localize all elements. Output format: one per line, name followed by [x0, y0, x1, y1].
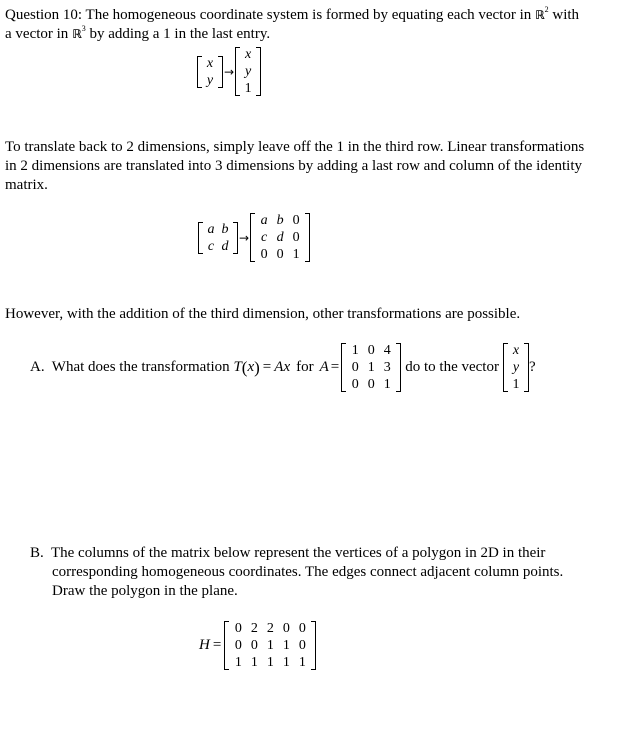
part-b-line1: B. The columns of the matrix below represent the vertices of a polygon in 2D in their: [30, 545, 546, 561]
part-b-line2: corresponding homogeneous coordinates. The edges connect adjacent column points.: [52, 564, 564, 580]
part-a-prefix: A. What does the transformation: [30, 359, 234, 375]
paragraph-other-transformations: However, with the addition of the third dimension, other transformations are possible.: [5, 306, 521, 322]
question-intro-line2: a vector in ℝ$^3$ by adding a 1 in the last entry.: [5, 24, 271, 42]
vector-2d: x y: [197, 55, 223, 89]
matrix-extension-equation: [198, 212, 310, 263]
part-a-question: A. What does the transformation T ( x ) = A x for A = 1 0 4 0 1 3 0 0 1 do to the vector x y 1 ?: [30, 343, 536, 392]
transformation-matrix-a: 1 0 4 0 1 3 0 0 1: [341, 342, 401, 393]
homogeneous-vector: x y 1: [503, 342, 529, 393]
polygon-matrix-h: 0 2 2 0 0 0 0 1 1 0 1 1 1 1 1: [224, 620, 316, 671]
part-b-line3: Draw the polygon in the plane.: [52, 583, 238, 599]
polygon-matrix-equation: H = 0 2 2 0 0 0 0 1 1 0 1 1 1 1 1: [199, 620, 316, 671]
question-intro-line1: Question 10: The homogeneous coordinate system is formed by equating each vector in ℝ$^2$ with: [5, 5, 580, 23]
vector-3d: x y 1: [235, 46, 261, 97]
arrow: →: [224, 64, 235, 79]
paragraph-translate-line3: matrix.: [5, 177, 48, 193]
matrix-3x3: a b 0 c d 0 0 0 1: [250, 212, 310, 263]
paragraph-translate-line1: To translate back to 2 dimensions, simply leave off the 1 in the third row. Linear transformations: [5, 139, 585, 155]
homogeneous-vector-equation: [197, 46, 261, 97]
paragraph-translate-line2: in 2 dimensions are translated into 3 dimensions by adding a last row and column of the identity: [5, 158, 582, 174]
matrix-2x2: a b c d: [198, 221, 238, 255]
real-numbers-symbol: ℝ: [72, 27, 82, 41]
arrow: →: [239, 230, 250, 245]
real-numbers-symbol: ℝ: [535, 8, 545, 22]
